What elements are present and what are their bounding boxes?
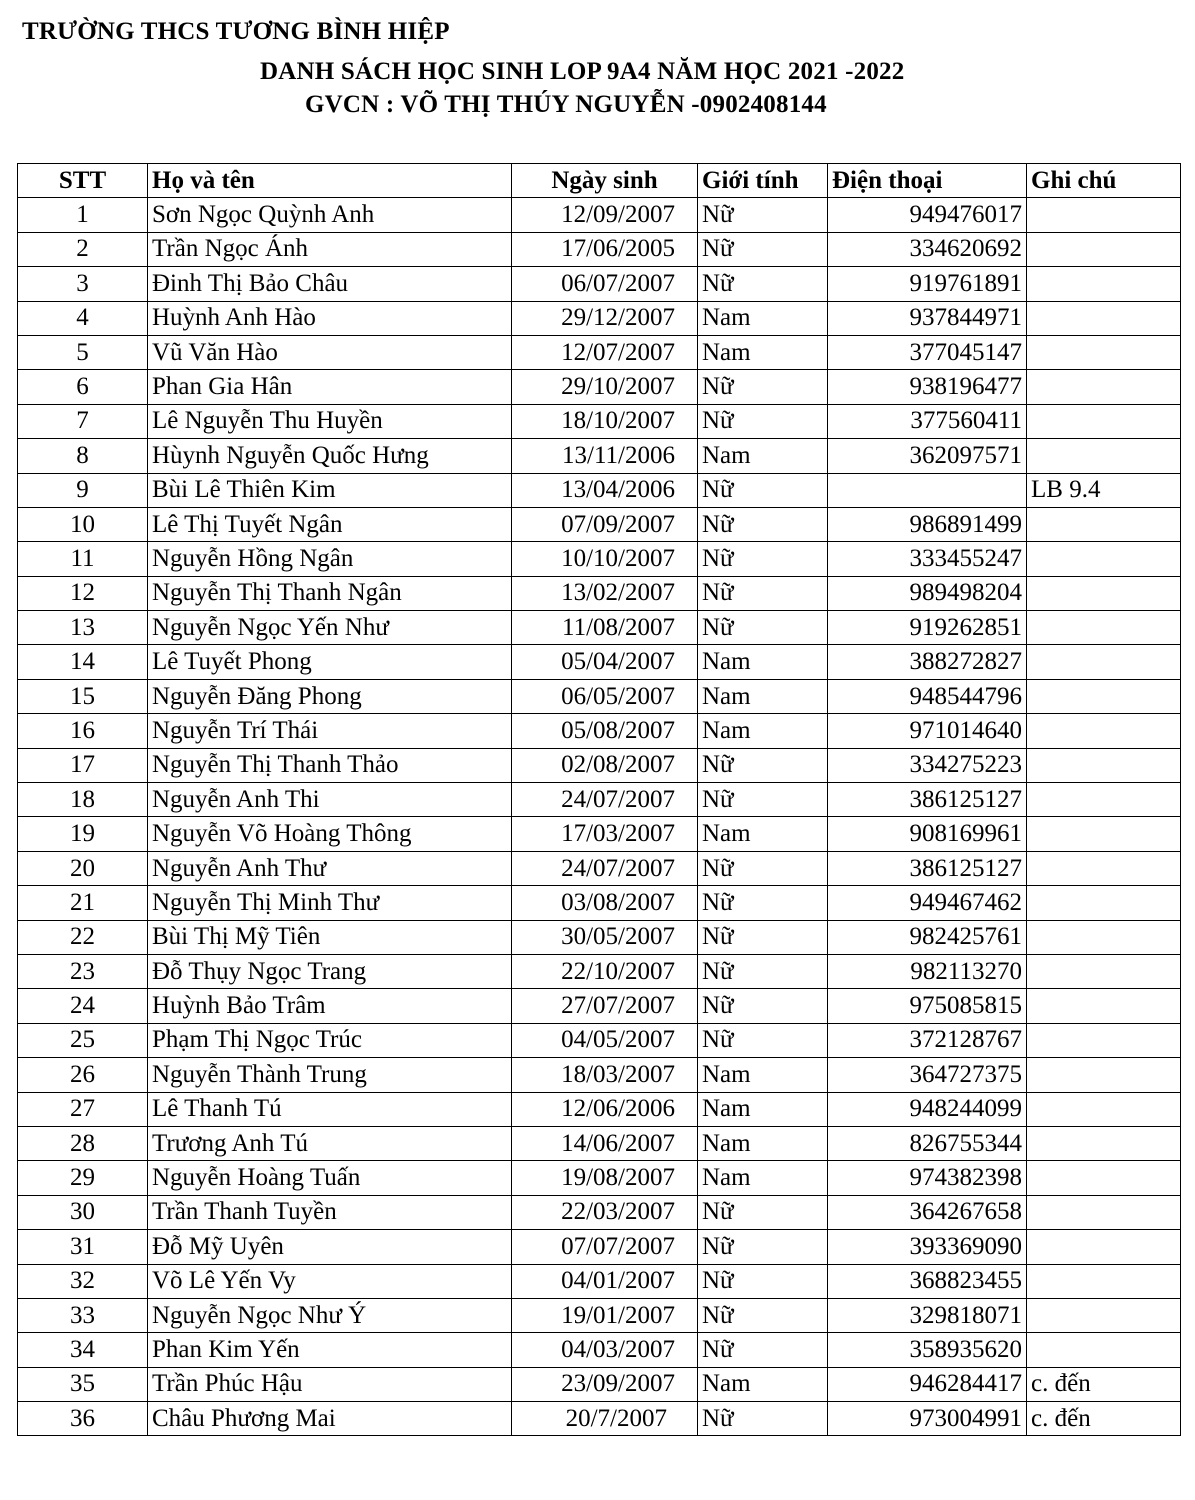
cell-gender: Nữ xyxy=(698,989,828,1023)
cell-name: Sơn Ngọc Quỳnh Anh xyxy=(148,198,512,232)
table-header-row xyxy=(18,164,1181,198)
cell-note xyxy=(1027,748,1181,782)
cell-dob: 18/03/2007 xyxy=(512,1058,698,1092)
cell-note xyxy=(1027,1161,1181,1195)
cell-dob: 05/08/2007 xyxy=(512,714,698,748)
table-row xyxy=(18,748,1181,782)
cell-name: Phan Kim Yến xyxy=(148,1333,512,1367)
cell-stt: 18 xyxy=(18,783,148,817)
cell-dob: 17/06/2005 xyxy=(512,232,698,266)
homeroom-teacher: GVCN : VÕ THỊ THÚY NGUYỄN -0902408144 xyxy=(305,91,827,118)
cell-phone: 982425761 xyxy=(828,920,1027,954)
cell-gender: Nữ xyxy=(698,886,828,920)
cell-note xyxy=(1027,1195,1181,1229)
cell-phone: 334275223 xyxy=(828,748,1027,782)
cell-name: Nguyễn Thị Thanh Thảo xyxy=(148,748,512,782)
cell-dob: 04/01/2007 xyxy=(512,1264,698,1298)
cell-name: Trần Phúc Hậu xyxy=(148,1367,512,1401)
table-row xyxy=(18,1298,1181,1332)
table-row xyxy=(18,679,1181,713)
cell-stt: 17 xyxy=(18,748,148,782)
cell-gender: Nam xyxy=(698,439,828,473)
table-row xyxy=(18,576,1181,610)
cell-note xyxy=(1027,1126,1181,1160)
cell-name: Trương Anh Tú xyxy=(148,1126,512,1160)
cell-phone: 919761891 xyxy=(828,267,1027,301)
cell-gender: Nam xyxy=(698,714,828,748)
cell-gender: Nữ xyxy=(698,542,828,576)
cell-dob: 12/06/2006 xyxy=(512,1092,698,1126)
cell-stt: 2 xyxy=(18,232,148,266)
table-row xyxy=(18,1023,1181,1057)
cell-name: Phạm Thị Ngọc Trúc xyxy=(148,1023,512,1057)
table-row xyxy=(18,645,1181,679)
cell-gender: Nữ xyxy=(698,1333,828,1367)
col-header-phone: Điện thoại xyxy=(828,164,1027,198)
table-row xyxy=(18,301,1181,335)
cell-note xyxy=(1027,507,1181,541)
cell-note xyxy=(1027,1230,1181,1264)
cell-note xyxy=(1027,1264,1181,1298)
cell-gender: Nữ xyxy=(698,507,828,541)
cell-phone: 974382398 xyxy=(828,1161,1027,1195)
cell-note xyxy=(1027,370,1181,404)
cell-gender: Nữ xyxy=(698,1298,828,1332)
cell-phone: 364267658 xyxy=(828,1195,1027,1229)
cell-note xyxy=(1027,989,1181,1023)
cell-note xyxy=(1027,1092,1181,1126)
cell-phone: 362097571 xyxy=(828,439,1027,473)
cell-phone: 973004991 xyxy=(828,1402,1027,1436)
cell-dob: 24/07/2007 xyxy=(512,783,698,817)
cell-name: Trần Thanh Tuyền xyxy=(148,1195,512,1229)
table-row xyxy=(18,507,1181,541)
cell-stt: 34 xyxy=(18,1333,148,1367)
cell-note xyxy=(1027,920,1181,954)
cell-stt: 13 xyxy=(18,611,148,645)
cell-dob: 22/10/2007 xyxy=(512,954,698,988)
cell-dob: 14/06/2007 xyxy=(512,1126,698,1160)
cell-phone: 388272827 xyxy=(828,645,1027,679)
table-row xyxy=(18,920,1181,954)
cell-stt: 36 xyxy=(18,1402,148,1436)
cell-note xyxy=(1027,542,1181,576)
col-header-stt: STT xyxy=(18,164,148,198)
cell-gender: Nữ xyxy=(698,198,828,232)
cell-name: Bùi Lê Thiên Kim xyxy=(148,473,512,507)
cell-stt: 31 xyxy=(18,1230,148,1264)
table-row xyxy=(18,404,1181,438)
cell-note xyxy=(1027,301,1181,335)
cell-gender: Nữ xyxy=(698,954,828,988)
cell-dob: 03/08/2007 xyxy=(512,886,698,920)
table-row xyxy=(18,783,1181,817)
cell-note xyxy=(1027,439,1181,473)
cell-note xyxy=(1027,783,1181,817)
cell-name: Hùynh Nguyễn Quốc Hưng xyxy=(148,439,512,473)
cell-gender: Nữ xyxy=(698,404,828,438)
cell-dob: 04/05/2007 xyxy=(512,1023,698,1057)
cell-phone: 377560411 xyxy=(828,404,1027,438)
cell-dob: 30/05/2007 xyxy=(512,920,698,954)
cell-phone: 948544796 xyxy=(828,679,1027,713)
cell-note xyxy=(1027,335,1181,369)
col-header-gender: Giới tính xyxy=(698,164,828,198)
table-row xyxy=(18,611,1181,645)
table-row xyxy=(18,1161,1181,1195)
table-row xyxy=(18,232,1181,266)
table-row xyxy=(18,267,1181,301)
cell-note xyxy=(1027,1058,1181,1092)
cell-dob: 10/10/2007 xyxy=(512,542,698,576)
cell-note xyxy=(1027,714,1181,748)
table-row xyxy=(18,370,1181,404)
cell-phone: 386125127 xyxy=(828,851,1027,885)
table-row xyxy=(18,1402,1181,1436)
cell-stt: 30 xyxy=(18,1195,148,1229)
cell-dob: 29/10/2007 xyxy=(512,370,698,404)
cell-name: Nguyễn Anh Thi xyxy=(148,783,512,817)
cell-phone: 358935620 xyxy=(828,1333,1027,1367)
cell-phone: 334620692 xyxy=(828,232,1027,266)
cell-name: Lê Tuyết Phong xyxy=(148,645,512,679)
cell-phone: 826755344 xyxy=(828,1126,1027,1160)
cell-dob: 02/08/2007 xyxy=(512,748,698,782)
cell-stt: 16 xyxy=(18,714,148,748)
cell-name: Đỗ Mỹ Uyên xyxy=(148,1230,512,1264)
cell-stt: 32 xyxy=(18,1264,148,1298)
cell-gender: Nam xyxy=(698,1161,828,1195)
cell-gender: Nữ xyxy=(698,783,828,817)
table-row xyxy=(18,1264,1181,1298)
col-header-note: Ghi chú xyxy=(1027,164,1181,198)
cell-gender: Nữ xyxy=(698,748,828,782)
cell-phone: 982113270 xyxy=(828,954,1027,988)
cell-dob: 19/08/2007 xyxy=(512,1161,698,1195)
cell-dob: 13/11/2006 xyxy=(512,439,698,473)
cell-stt: 7 xyxy=(18,404,148,438)
table-row xyxy=(18,989,1181,1023)
cell-name: Nguyễn Thị Minh Thư xyxy=(148,886,512,920)
cell-note xyxy=(1027,611,1181,645)
cell-name: Đinh Thị Bảo Châu xyxy=(148,267,512,301)
cell-gender: Nữ xyxy=(698,1023,828,1057)
cell-name: Bùi Thị Mỹ Tiên xyxy=(148,920,512,954)
table-row xyxy=(18,1126,1181,1160)
cell-note xyxy=(1027,267,1181,301)
table-row xyxy=(18,1092,1181,1126)
cell-note: c. đến xyxy=(1027,1402,1181,1436)
cell-phone: 372128767 xyxy=(828,1023,1027,1057)
table-row xyxy=(18,473,1181,507)
table-row xyxy=(18,1195,1181,1229)
cell-stt: 26 xyxy=(18,1058,148,1092)
cell-stt: 10 xyxy=(18,507,148,541)
cell-dob: 24/07/2007 xyxy=(512,851,698,885)
cell-stt: 35 xyxy=(18,1367,148,1401)
school-name: TRƯỜNG THCS TƯƠNG BÌNH HIỆP xyxy=(22,18,450,45)
table-row xyxy=(18,1058,1181,1092)
cell-note xyxy=(1027,232,1181,266)
cell-dob: 07/09/2007 xyxy=(512,507,698,541)
cell-stt: 20 xyxy=(18,851,148,885)
col-header-dob: Ngày sinh xyxy=(512,164,698,198)
cell-phone: 919262851 xyxy=(828,611,1027,645)
cell-dob: 12/07/2007 xyxy=(512,335,698,369)
cell-stt: 5 xyxy=(18,335,148,369)
cell-note xyxy=(1027,817,1181,851)
cell-note: c. đến xyxy=(1027,1367,1181,1401)
cell-stt: 28 xyxy=(18,1126,148,1160)
cell-name: Võ Lê Yến Vy xyxy=(148,1264,512,1298)
cell-note xyxy=(1027,198,1181,232)
cell-stt: 6 xyxy=(18,370,148,404)
cell-stt: 4 xyxy=(18,301,148,335)
cell-stt: 14 xyxy=(18,645,148,679)
student-table xyxy=(17,163,1181,1436)
cell-phone: 368823455 xyxy=(828,1264,1027,1298)
cell-dob: 13/04/2006 xyxy=(512,473,698,507)
cell-dob: 29/12/2007 xyxy=(512,301,698,335)
cell-phone xyxy=(828,473,1027,507)
cell-name: Lê Thị Tuyết Ngân xyxy=(148,507,512,541)
cell-name: Nguyễn Hồng Ngân xyxy=(148,542,512,576)
cell-stt: 24 xyxy=(18,989,148,1023)
cell-gender: Nữ xyxy=(698,1195,828,1229)
cell-note xyxy=(1027,851,1181,885)
cell-gender: Nam xyxy=(698,1367,828,1401)
cell-gender: Nam xyxy=(698,301,828,335)
cell-phone: 986891499 xyxy=(828,507,1027,541)
cell-dob: 22/03/2007 xyxy=(512,1195,698,1229)
table-row xyxy=(18,198,1181,232)
cell-phone: 975085815 xyxy=(828,989,1027,1023)
cell-name: Nguyễn Ngọc Như Ý xyxy=(148,1298,512,1332)
cell-stt: 3 xyxy=(18,267,148,301)
cell-gender: Nam xyxy=(698,817,828,851)
cell-stt: 1 xyxy=(18,198,148,232)
cell-stt: 15 xyxy=(18,679,148,713)
cell-phone: 989498204 xyxy=(828,576,1027,610)
cell-phone: 937844971 xyxy=(828,301,1027,335)
cell-name: Huỳnh Anh Hào xyxy=(148,301,512,335)
table-row xyxy=(18,954,1181,988)
cell-gender: Nữ xyxy=(698,370,828,404)
cell-note xyxy=(1027,576,1181,610)
cell-name: Nguyễn Trí Thái xyxy=(148,714,512,748)
cell-note xyxy=(1027,886,1181,920)
cell-phone: 938196477 xyxy=(828,370,1027,404)
cell-phone: 949467462 xyxy=(828,886,1027,920)
cell-gender: Nữ xyxy=(698,1264,828,1298)
cell-gender: Nữ xyxy=(698,1230,828,1264)
cell-stt: 23 xyxy=(18,954,148,988)
cell-gender: Nữ xyxy=(698,473,828,507)
cell-dob: 04/03/2007 xyxy=(512,1333,698,1367)
cell-name: Phan Gia Hân xyxy=(148,370,512,404)
cell-gender: Nữ xyxy=(698,611,828,645)
cell-phone: 329818071 xyxy=(828,1298,1027,1332)
cell-stt: 8 xyxy=(18,439,148,473)
cell-note xyxy=(1027,404,1181,438)
cell-stt: 12 xyxy=(18,576,148,610)
cell-name: Huỳnh Bảo Trâm xyxy=(148,989,512,1023)
cell-phone: 948244099 xyxy=(828,1092,1027,1126)
table-body xyxy=(18,198,1181,1436)
cell-name: Lê Thanh Tú xyxy=(148,1092,512,1126)
cell-gender: Nữ xyxy=(698,232,828,266)
cell-note xyxy=(1027,645,1181,679)
cell-name: Nguyễn Anh Thư xyxy=(148,851,512,885)
cell-gender: Nữ xyxy=(698,851,828,885)
cell-gender: Nữ xyxy=(698,267,828,301)
cell-stt: 25 xyxy=(18,1023,148,1057)
cell-dob: 05/04/2007 xyxy=(512,645,698,679)
cell-note xyxy=(1027,1298,1181,1332)
cell-dob: 13/02/2007 xyxy=(512,576,698,610)
cell-gender: Nữ xyxy=(698,920,828,954)
cell-gender: Nam xyxy=(698,1058,828,1092)
cell-name: Nguyễn Đăng Phong xyxy=(148,679,512,713)
table-row xyxy=(18,714,1181,748)
cell-name: Nguyễn Võ Hoàng Thông xyxy=(148,817,512,851)
cell-stt: 29 xyxy=(18,1161,148,1195)
cell-name: Nguyễn Ngọc Yến Như xyxy=(148,611,512,645)
cell-dob: 17/03/2007 xyxy=(512,817,698,851)
cell-dob: 19/01/2007 xyxy=(512,1298,698,1332)
cell-dob: 12/09/2007 xyxy=(512,198,698,232)
cell-gender: Nam xyxy=(698,1126,828,1160)
cell-name: Nguyễn Thị Thanh Ngân xyxy=(148,576,512,610)
cell-gender: Nam xyxy=(698,335,828,369)
cell-phone: 364727375 xyxy=(828,1058,1027,1092)
cell-stt: 22 xyxy=(18,920,148,954)
cell-name: Vũ Văn Hào xyxy=(148,335,512,369)
cell-note: LB 9.4 xyxy=(1027,473,1181,507)
cell-phone: 908169961 xyxy=(828,817,1027,851)
cell-name: Nguyễn Hoàng Tuấn xyxy=(148,1161,512,1195)
table-row xyxy=(18,1333,1181,1367)
cell-dob: 18/10/2007 xyxy=(512,404,698,438)
cell-dob: 07/07/2007 xyxy=(512,1230,698,1264)
cell-name: Nguyễn Thành Trung xyxy=(148,1058,512,1092)
cell-name: Lê Nguyễn Thu Huyền xyxy=(148,404,512,438)
cell-name: Đỗ Thụy Ngọc Trang xyxy=(148,954,512,988)
cell-dob: 27/07/2007 xyxy=(512,989,698,1023)
cell-dob: 06/05/2007 xyxy=(512,679,698,713)
cell-phone: 393369090 xyxy=(828,1230,1027,1264)
cell-stt: 21 xyxy=(18,886,148,920)
cell-phone: 949476017 xyxy=(828,198,1027,232)
table-row xyxy=(18,542,1181,576)
cell-stt: 27 xyxy=(18,1092,148,1126)
cell-name: Trần Ngọc Ánh xyxy=(148,232,512,266)
cell-phone: 946284417 xyxy=(828,1367,1027,1401)
cell-phone: 377045147 xyxy=(828,335,1027,369)
cell-gender: Nam xyxy=(698,1092,828,1126)
table-row xyxy=(18,1367,1181,1401)
table-row xyxy=(18,851,1181,885)
table-row xyxy=(18,335,1181,369)
cell-gender: Nam xyxy=(698,679,828,713)
cell-stt: 33 xyxy=(18,1298,148,1332)
document-title: DANH SÁCH HỌC SINH LOP 9A4 NĂM HỌC 2021 -2022 xyxy=(260,58,905,85)
cell-note xyxy=(1027,954,1181,988)
cell-phone: 971014640 xyxy=(828,714,1027,748)
cell-stt: 19 xyxy=(18,817,148,851)
cell-note xyxy=(1027,679,1181,713)
cell-gender: Nam xyxy=(698,645,828,679)
table-row xyxy=(18,439,1181,473)
col-header-name: Họ và tên xyxy=(148,164,512,198)
cell-dob: 06/07/2007 xyxy=(512,267,698,301)
table-row xyxy=(18,1230,1181,1264)
cell-phone: 386125127 xyxy=(828,783,1027,817)
cell-gender: Nữ xyxy=(698,1402,828,1436)
cell-gender: Nữ xyxy=(698,576,828,610)
cell-dob: 20/7/2007 xyxy=(512,1402,698,1436)
cell-name: Châu Phương Mai xyxy=(148,1402,512,1436)
table-row xyxy=(18,886,1181,920)
cell-note xyxy=(1027,1333,1181,1367)
cell-dob: 23/09/2007 xyxy=(512,1367,698,1401)
cell-note xyxy=(1027,1023,1181,1057)
cell-stt: 9 xyxy=(18,473,148,507)
cell-stt: 11 xyxy=(18,542,148,576)
cell-phone: 333455247 xyxy=(828,542,1027,576)
table-row xyxy=(18,817,1181,851)
cell-dob: 11/08/2007 xyxy=(512,611,698,645)
